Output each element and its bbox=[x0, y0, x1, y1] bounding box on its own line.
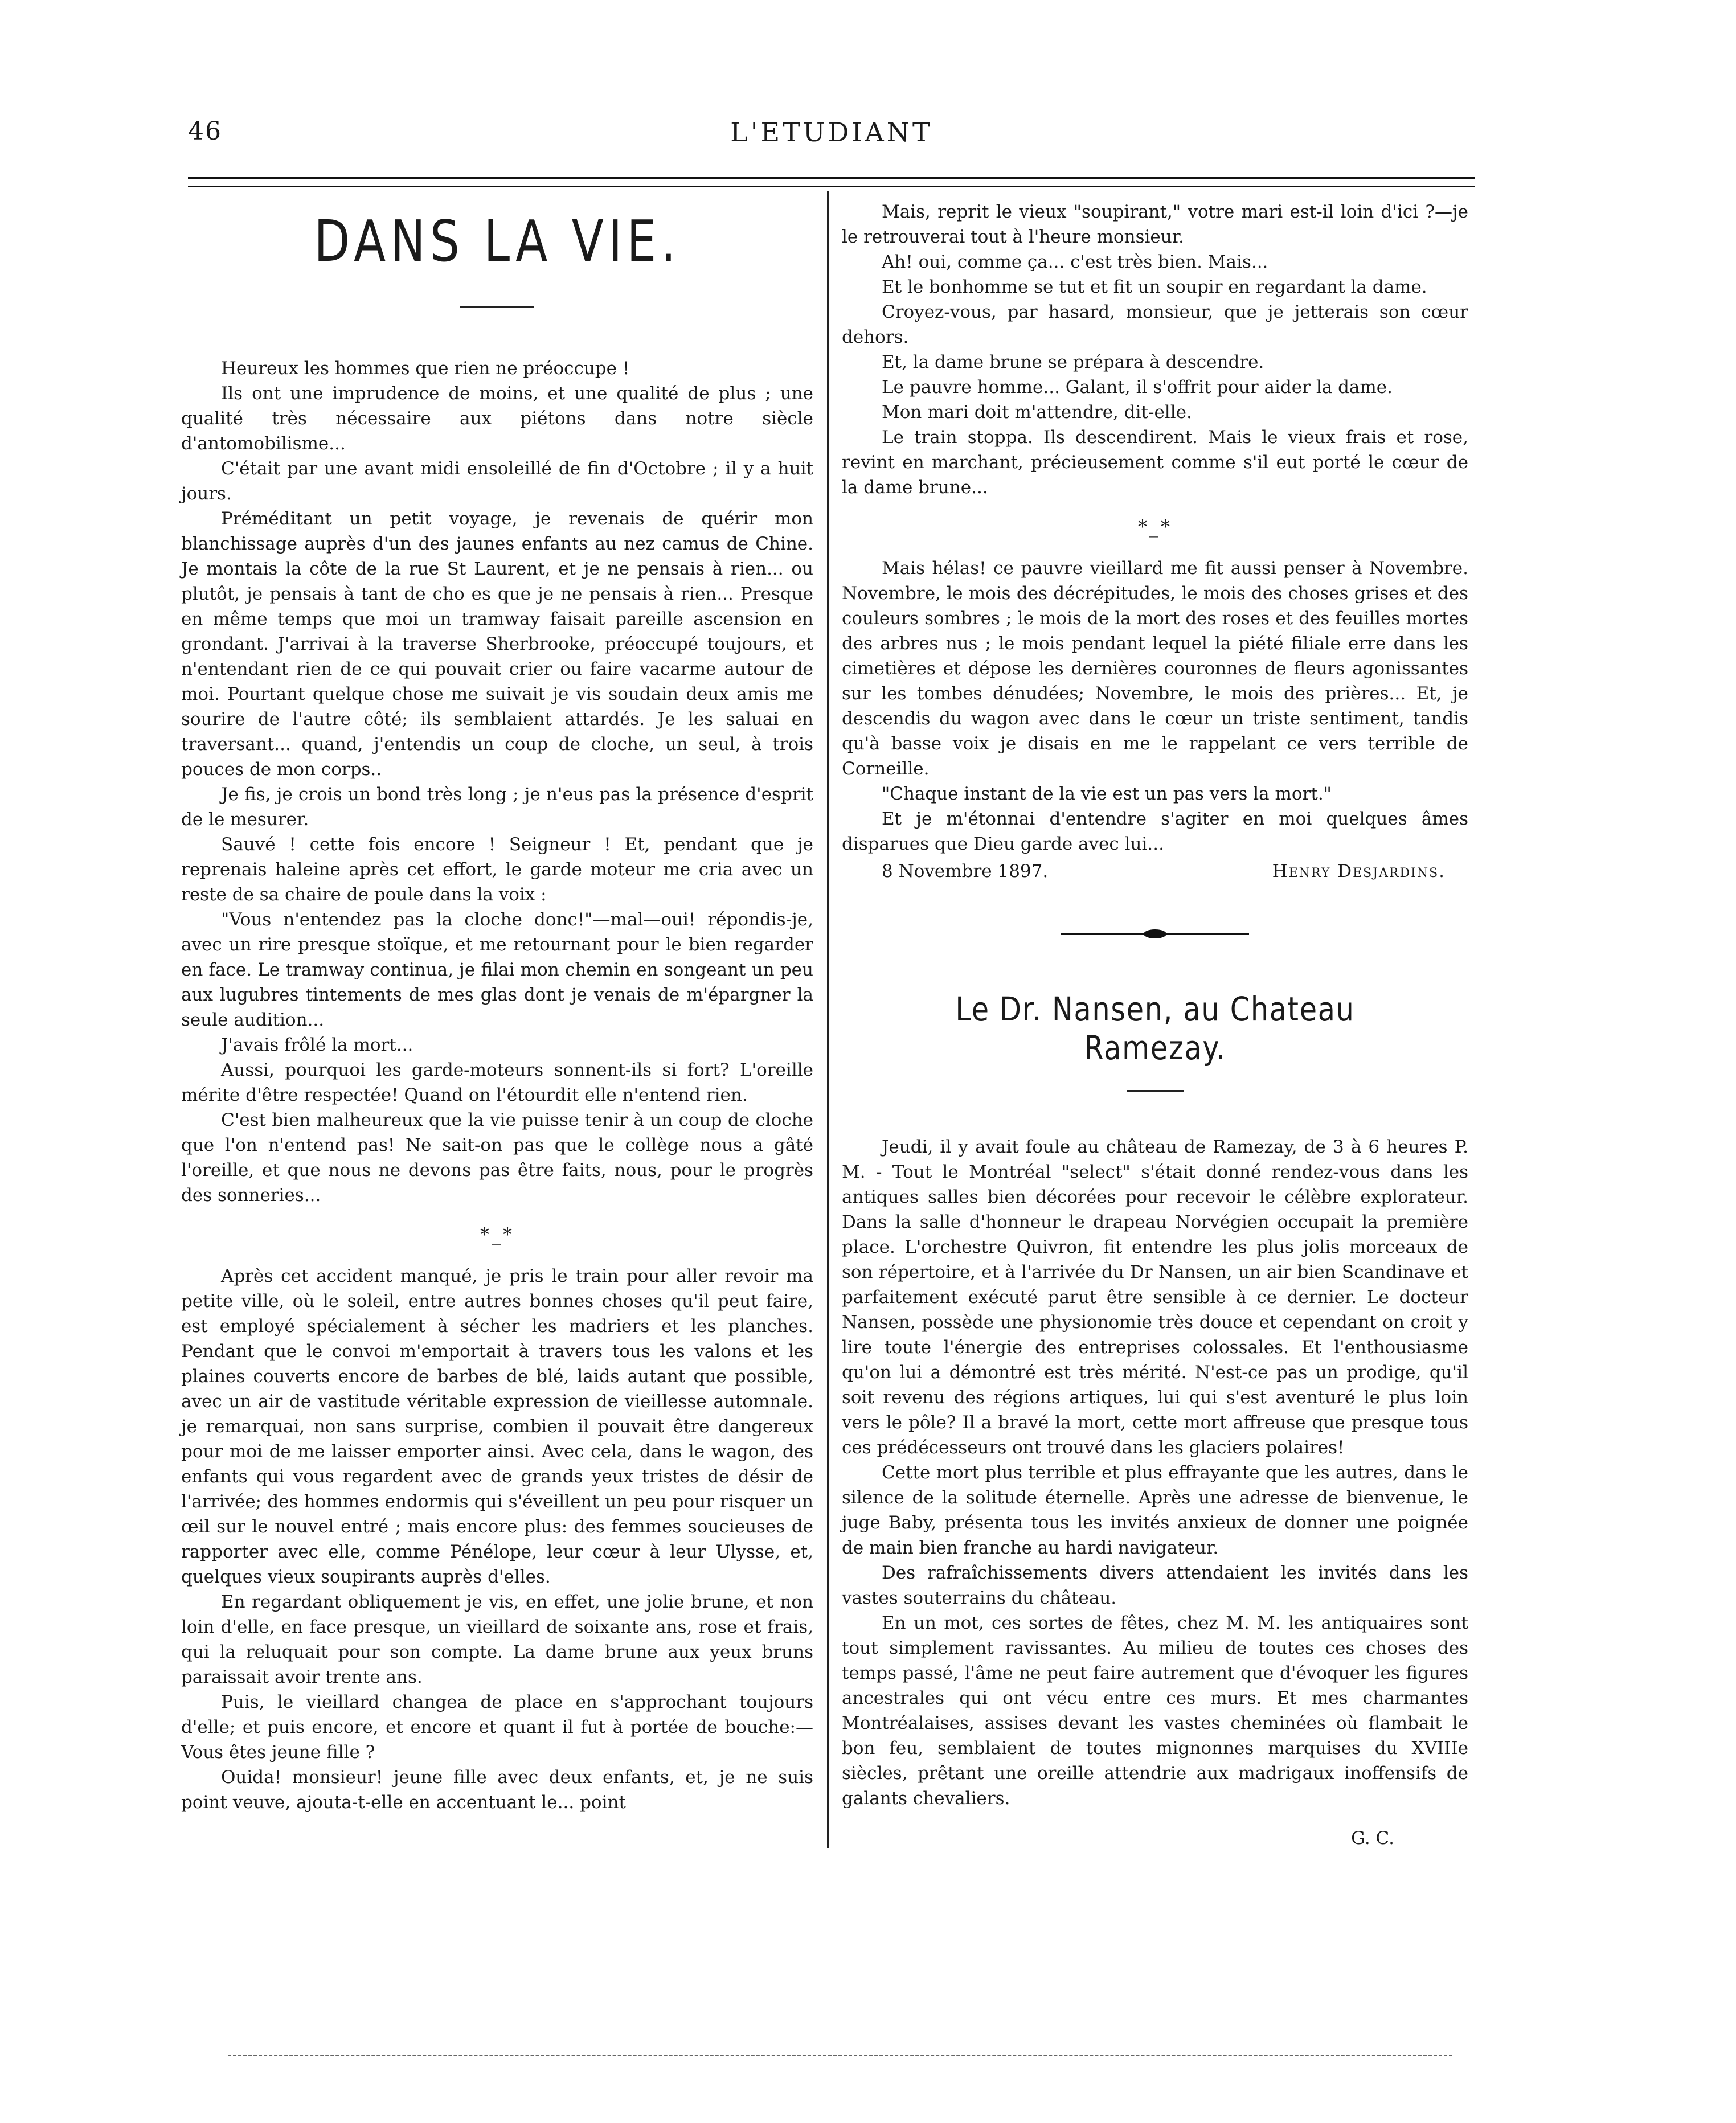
paragraph: Ah! oui, comme ça... c'est très bien. Mais... bbox=[882, 252, 1268, 272]
left-column bbox=[181, 191, 813, 1815]
title-rule bbox=[1127, 1090, 1184, 1092]
paragraph: En regardant obliquement je vis, en effet, une jolie brune, et non loin d'elle, en face presque, un vieillard de soixante ans, rose et frais, qui la reluquait pour son compte. La dame brune aux yeux bruns paraissait avoir trente ans. bbox=[181, 1592, 813, 1687]
paragraph: C'était par une avant midi ensoleillé de fin d'Octobre ; il y a huit jours. bbox=[181, 458, 813, 504]
paragraph: Je fis, je crois un bond très long ; je n'eus pas la présence d'esprit de le mesurer. bbox=[181, 784, 813, 830]
paragraph: Et je m'étonnai d'entendre s'agiter en moi quelques âmes disparues que Dieu garde avec lui... bbox=[842, 809, 1468, 854]
paragraph: Mon mari doit m'attendre, dit-elle. bbox=[882, 402, 1192, 423]
paragraph: C'est bien malheureux que la vie puisse tenir à un coup de cloche que l'on n'entend pas! Ne sait-on pas que le collège nous a gâté l'oreille, et que nous ne devons pas être faits, nous, pour le progrès des sonneries... bbox=[181, 1110, 813, 1206]
column-divider bbox=[827, 191, 829, 1848]
signature-line bbox=[842, 859, 1468, 884]
paragraph: Préméditant un petit voyage, je revenais de quérir mon blanchissage auprès d'un des jaunes enfants au nez camus de Chine. Je montais la côte de la rue St Laurent, et je ne pensais à rien... ou plutôt, je pensais à tant de cho es que je ne pensais à rien... Presque en même temps que moi un tramway faisait pareille ascension en grondant. J'arrivai à la traverse Sherbrooke, préoccupé toujours, et n'entendant rien de ce qui pouvait crier ou faire vacarme autour de moi. Pourtant quelque chose me suivait je vis soudain deux amis me sourire de l'autre côté; ils semblaient attardés. Je les saluai en traversant... quand, j'entendis un coup de cloche, un seul, à trois pouces de mon corps.. bbox=[181, 509, 813, 780]
header-rule bbox=[188, 177, 1475, 187]
paragraph: Puis, le vieillard changea de place en s'approchant toujours d'elle; et puis encore, et encore et quant il fut à portée de bouche:—Vous êtes jeune fille ? bbox=[181, 1692, 813, 1763]
quote: "Chaque instant de la vie est un pas vers la mort." bbox=[882, 784, 1332, 804]
title-rule bbox=[460, 306, 534, 308]
paragraph: Des rafraîchissements divers attendaient les invités dans les vastes souterrains du château. bbox=[842, 1563, 1468, 1608]
paragraph: Cette mort plus terrible et plus effrayante que les autres, dans le silence de la solitude éternelle. Après une adresse de bienvenue, le juge Baby, présenta tous les invités anxieux de donner une poignée de main bien franche au hardi navigateur. bbox=[842, 1462, 1468, 1558]
article-title: DANS LA VIE. bbox=[314, 208, 681, 274]
paragraph: Ils ont une imprudence de moins, et une qualité de plus ; une qualité très nécessaire aux piétons dans notre siècle d'antomobilisme... bbox=[181, 383, 813, 454]
page-number: 46 bbox=[188, 117, 222, 146]
paragraph: Le pauvre homme... Galant, il s'offrit pour aider la dame. bbox=[882, 377, 1393, 397]
author-name: Henry Desjardins. bbox=[1272, 861, 1446, 882]
ornament-knot bbox=[1144, 929, 1166, 938]
paragraph: Heureux les hommes que rien ne préoccupe ! bbox=[221, 358, 630, 379]
author-initials: G. C. bbox=[1351, 1828, 1394, 1849]
article-title-nansen: Le Dr. Nansen, au Chateau Ramezay. bbox=[955, 990, 1355, 1067]
asterism: *_* bbox=[480, 1224, 514, 1245]
paragraph: "Vous n'entendez pas la cloche donc!"—mal—oui! répondis-je, avec un rire presque stoïque, et me retournant pour le bien regarder en face. Le tramway continua, je filai mon chemin en songeant un peu aux lugubres tintements de mes glas dont je venais de m'épargner la seule audition... bbox=[181, 909, 813, 1030]
journal-title: L'ETUDIANT bbox=[730, 117, 933, 147]
paragraph: Aussi, pourquoi les garde-moteurs sonnent-ils si fort? L'oreille mérite d'être respectée! Quand on l'étourdit elle n'entend rien. bbox=[181, 1060, 813, 1105]
bottom-rule bbox=[228, 2055, 1452, 2056]
paragraph: Sauvé ! cette fois encore ! Seigneur ! Et, pendant que je reprenais haleine après cet effort, le garde moteur me cria avec un reste de sa chaire de poule dans la voix : bbox=[181, 834, 813, 905]
paragraph: Croyez-vous, par hasard, monsieur, que je jetterais son cœur dehors. bbox=[842, 302, 1468, 347]
ornamental-divider bbox=[1061, 929, 1249, 938]
paragraph: Ouida! monsieur! jeune fille avec deux enfants, et, je ne suis point veuve, ajouta-t-elle en accentuant le... point bbox=[181, 1767, 813, 1813]
paragraph: J'avais frôlé la mort... bbox=[221, 1035, 413, 1055]
paragraph: Le train stoppa. Ils descendirent. Mais le vieux frais et rose, revint en marchant, précieusement comme s'il eut porté le cœur de la dame brune... bbox=[842, 427, 1468, 498]
paragraph: En un mot, ces sortes de fêtes, chez M. M. les antiquaires sont tout simplement ravissantes. Au milieu de toutes ces choses des temps passé, l'âme ne peut faire autrement que d'évoquer les figures ancestrales qui ont vécu entre ces murs. Et mes charmantes Montréalaises, assises devant les vastes cheminées où flambait le bon feu, semblaient de toutes mignonnes marquises du XVIIIe siècles, prêtant une oreille attendrie aux madrigaux inoffensifs de galants chevaliers. bbox=[842, 1613, 1468, 1809]
paragraph: Et, la dame brune se prépara à descendre. bbox=[882, 352, 1264, 372]
page-header bbox=[188, 117, 1475, 162]
paragraph: Après cet accident manqué, je pris le train pour aller revoir ma petite ville, où le soleil, entre autres bonnes choses qu'il peut faire, est employé spécialement à sécher les madriers et les planches. Pendant que le convoi m'emportait à travers tous les valons et les plaines couverts encore de barbes de blé, laids autant que possible, avec un air de vastitude véritable expression de vieillesse automnale. je remarquai, non sans surprise, combien il pouvait être dangereux pour moi de me laisser emporter ainsi. Avec cela, dans le wagon, des enfants qui vous regardent avec de grands yeux tristes de désir de l'arrivée; des hommes endormis qui s'éveillent un peu pour risquer un œil sur le nouvel entré ; mais encore plus: des femmes soucieuses de rapporter avec elle, comme Pénélope, leur cœur à leur Ulysse, et, quelques vieux soupirants auprès d'elles. bbox=[181, 1266, 813, 1587]
paragraph: Jeudi, il y avait foule au château de Ramezay, de 3 à 6 heures P. M. - Tout le Montréal "select" s'était donné rendez-vous dans les antiques salles bien décorées pour recevoir le célèbre explorateur. Dans la salle d'honneur le drapeau Norvégien occupait la première place. L'orchestre Quivron, fit entendre les plus jolis morceaux de son répertoire, et à l'arrivée du Dr Nansen, un air bien Scandinave et parfaitement exécuté parut être sensible à ce dernier. Le docteur Nansen, possède une physionomie très douce et cependant on croit y lire toute l'énergie des entreprises colossales. Et l'enthousiasme qu'on lui a démontré est très mérité. N'est-ce pas un prodige, qu'il soit revenu des régions artiques, lui qui s'est aventuré le plus loin vers le pôle? Il a bravé la mort, cette mort affreuse que presque tous ces prédécesseurs ont trouvé dans les glaciers polaires! bbox=[842, 1137, 1468, 1458]
paragraph: Mais hélas! ce pauvre vieillard me fit aussi penser à Novembre. Novembre, le mois des décrépitudes, le mois des choses grises et des couleurs sombres ; le mois de la mort des roses et des feuilles mortes des arbres nus ; le mois pendant lequel la piété filiale erre dans les cimetières et dépose les dernières couronnes de fleurs agonissantes sur les tombes dénudées; Novembre, le mois des prières... Et, je descendis du wagon avec dans le cœur un triste sentiment, tandis qu'à basse voix je disais en me le rappelant ce vers terrible de Corneille. bbox=[842, 558, 1468, 779]
article-date: 8 Novembre 1897. bbox=[882, 861, 1049, 882]
asterism: *_* bbox=[1138, 516, 1172, 538]
right-column bbox=[842, 199, 1468, 1849]
paragraph: Mais, reprit le vieux "soupirant," votre mari est-il loin d'ici ?—je le retrouverai tout à l'heure monsieur. bbox=[842, 202, 1468, 247]
paragraph: Et le bonhomme se tut et fit un soupir en regardant la dame. bbox=[882, 277, 1427, 297]
